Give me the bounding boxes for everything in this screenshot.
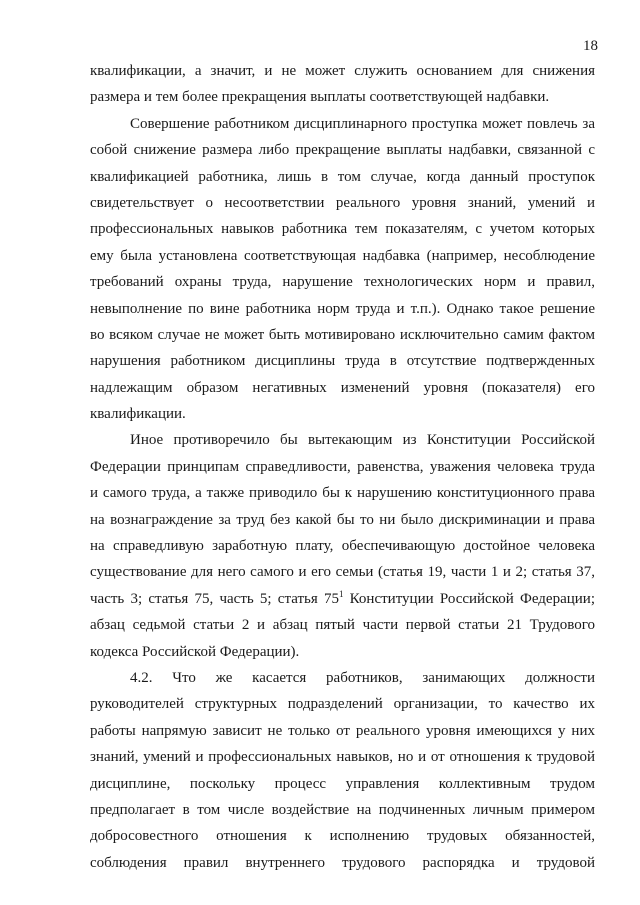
text-line [90,480,595,506]
text-line-content: существование для него самого и его семьи (статья 19, части 1 и 2; статья 37, [90,564,595,581]
text-line [90,823,595,849]
text-line-content: работы напрямую зависит не только от реального уровня имеющихся у них [90,722,595,739]
text-line-content: Федерации принципам справедливости, равенства, уважения человека труда [90,458,595,475]
text-line [90,164,595,190]
text-line-content: руководителей структурных подразделений организации, то качество их [90,696,595,713]
text-line-content: невыполнение по вине работника норм труда и т.п.). Однако такое решение [90,300,595,317]
text-line [90,665,595,691]
text-line [90,137,595,163]
text-line [90,744,595,770]
text-line [90,296,595,322]
document-body [90,58,595,876]
text-line-content: нарушения работником дисциплины труда в отсутствие подтвержденных [90,353,595,370]
text-line [90,718,595,744]
text-line [90,216,595,242]
text-line [90,84,595,110]
text-line [90,111,595,137]
text-line [90,639,595,665]
text-line-content: дисциплине, поскольку процесс управления коллективным трудом [90,775,595,792]
text-line-content: на вознаграждение за труд без какой бы то ни было дискриминации и права [90,511,595,528]
text-line-content: размера и тем более прекращения выплаты соответствующей надбавки. [90,89,550,106]
text-line [90,797,595,823]
text-line [90,691,595,717]
page-number: 18 [583,38,598,54]
text-line-content: добросовестного отношения к исполнению трудовых обязанностей, [90,828,595,845]
superscript: 1 [338,588,344,599]
text-line-content: часть 3; статья 75, часть 5; статья 75 [90,590,339,607]
text-line [90,507,595,533]
text-line [90,243,595,269]
text-line-content: требований охраны труда, нарушение технологических норм и правил, [90,274,595,291]
text-line-continuation: Конституции Российской Федерации; [343,590,595,607]
text-line [90,559,595,585]
text-line-content: во всяком случае не может быть мотивировано исключительно самим фактом [90,326,595,343]
text-line-content: кодекса Российской Федерации). [90,643,300,660]
text-line-content: соблюдения правил внутреннего трудового распорядка и трудовой [90,854,595,871]
text-line-content: свидетельствует о несоответствии реального уровня знаний, умений и [90,194,595,211]
text-line [90,58,595,84]
text-line [90,269,595,295]
text-line [90,375,595,401]
text-line [90,850,595,876]
text-line-content: ему была установлена соответствующая надбавка (например, несоблюдение [90,247,595,264]
text-line [90,771,595,797]
text-line [90,586,595,612]
text-line [90,454,595,480]
text-line [90,427,595,453]
text-line-content: 4.2. Что же касается работников, занимающих должности [130,669,595,686]
text-line [90,322,595,348]
text-line [90,612,595,638]
text-line-content: знаний, умений и профессиональных навыков, но и от отношения к трудовой [90,749,595,766]
text-line [90,190,595,216]
text-line-content: надлежащим образом негативных изменений уровня (показателя) его [90,379,595,396]
text-line [90,401,595,427]
text-line [90,348,595,374]
text-line-content: квалификации, а значит, и не может служить основанием для снижения [90,63,595,79]
text-line [90,533,595,559]
text-line-content: квалификацией работника, лишь в том случае, когда данный проступок [90,168,595,185]
text-line-content: Иное противоречило бы вытекающим из Конституции Российской [130,432,595,449]
text-line-content: Совершение работником дисциплинарного проступка может повлечь за [130,115,595,132]
text-line-content: профессиональных навыков работника тем показателям, с учетом которых [90,221,595,238]
text-line-content: предполагает в том числе воздействие на подчиненных личным примером [90,801,595,818]
text-line-content: абзац седьмой статьи 2 и абзац пятый части первой статьи 21 Трудового [90,617,595,634]
text-line-content: и самого труда, а также приводило бы к нарушению конституционного права [90,485,595,502]
text-line-content: квалификации. [90,406,186,423]
text-line-content: на справедливую заработную плату, обеспечивающую достойное человека [90,538,595,555]
text-line-content: собой снижение размера либо прекращение выплаты надбавки, связанной с [90,142,595,159]
